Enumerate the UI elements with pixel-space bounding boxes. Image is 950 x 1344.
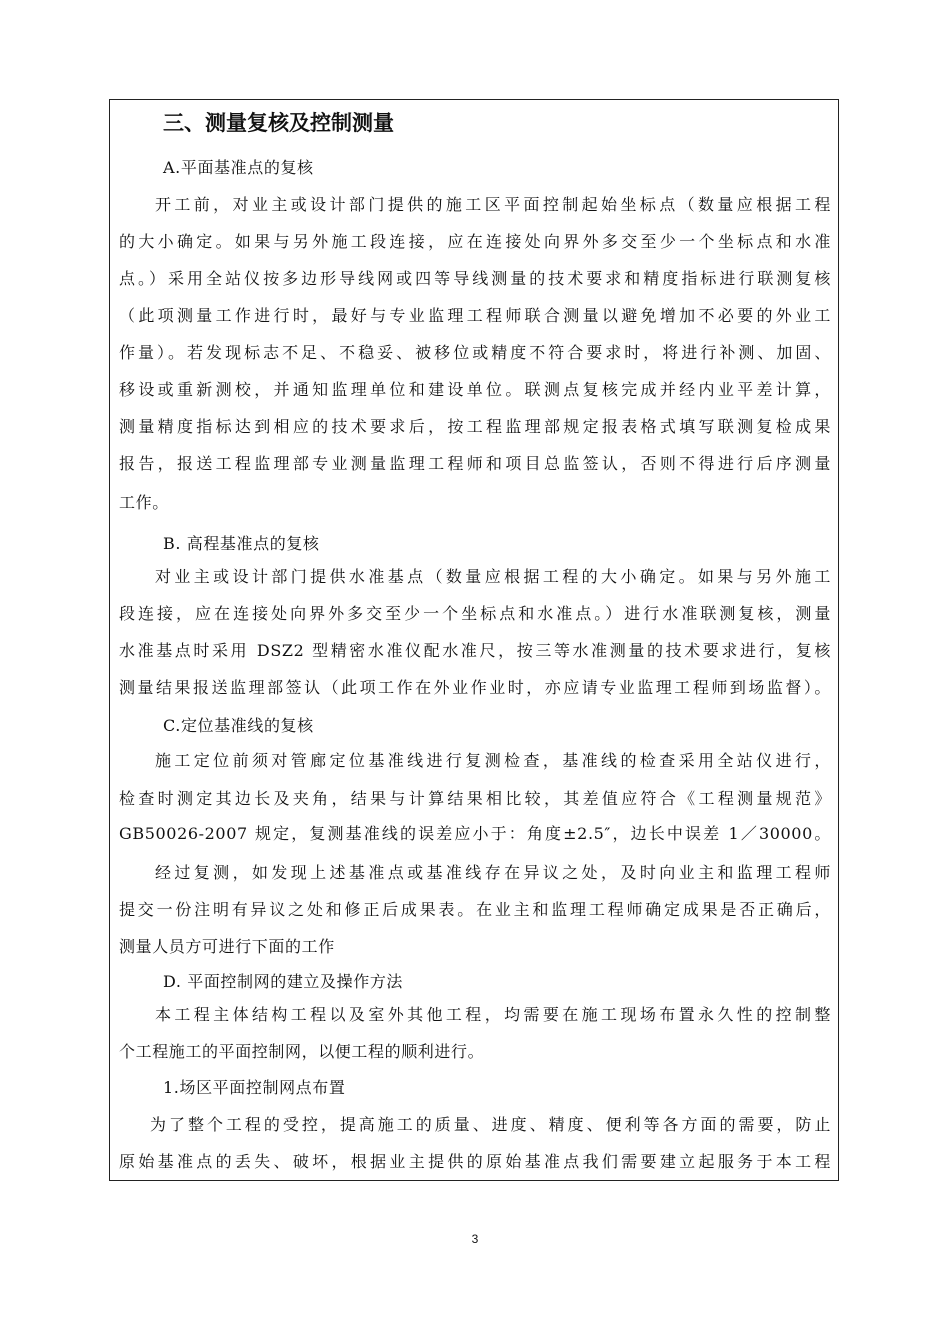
page-number: 3 [471, 1232, 479, 1246]
subheading-d1: 1.场区平面控制网点布置 [163, 1078, 346, 1097]
paragraph-line: 经过复测，如发现上述基准点或基准线存在异议之处，及时向业主和监理工程师 [155, 863, 831, 882]
subheading-b: B. 高程基准点的复核 [163, 534, 320, 553]
paragraph-line: 工作。 [119, 493, 169, 512]
paragraph-line: GB50026-2007 规定，复测基准线的误差应小于：角度±2.5″，边长中误差 1／30000。 [119, 824, 831, 843]
paragraph-line: 个工程施工的平面控制网，以便工程的顺利进行。 [119, 1042, 485, 1061]
paragraph-line: 提交一份注明有异议之处和修正后成果表。在业主和监理工程师确定成果是否正确后， [119, 900, 831, 919]
paragraph-line: 开工前，对业主或设计部门提供的施工区平面控制起始坐标点（数量应根据工程 [155, 195, 831, 214]
paragraph-line: 测量精度指标达到相应的技术要求后，按工程监理部规定报表格式填写联测复检成果 [119, 417, 831, 436]
paragraph-line: 的大小确定。如果与另外施工段连接，应在连接处向界外多交至少一个坐标点和水准 [119, 232, 831, 251]
paragraph-line: 作量）。若发现标志不足、不稳妥、被移位或精度不符合要求时，将进行补测、加固、 [119, 343, 831, 362]
paragraph-line: 段连接，应在连接处向界外多交至少一个坐标点和水准点。）进行水准联测复核，测量 [119, 604, 831, 623]
section-title: 三、测量复核及控制测量 [163, 111, 394, 135]
paragraph-line: 为了整个工程的受控，提高施工的质量、进度、精度、便利等各方面的需要，防止 [150, 1115, 831, 1134]
paragraph-line: 报告，报送工程监理部专业测量监理工程师和项目总监签认，否则不得进行后序测量 [119, 454, 831, 473]
paragraph-line: 施工定位前须对管廊定位基准线进行复测检查，基准线的检查采用全站仪进行， [155, 751, 831, 770]
paragraph-line: 原始基准点的丢失、破坏，根据业主提供的原始基准点我们需要建立起服务于本工程 [119, 1152, 831, 1171]
paragraph-line: 测量人员方可进行下面的工作 [119, 937, 335, 956]
paragraph-line: 水准基点时采用 DSZ2 型精密水准仪配水准尺，按三等水准测量的技术要求进行，复核 [119, 641, 831, 660]
subheading-c: C.定位基准线的复核 [163, 716, 314, 735]
paragraph-line: 本工程主体结构工程以及室外其他工程，均需要在施工现场布置永久性的控制整 [155, 1005, 831, 1024]
paragraph-line: 检查时测定其边长及夹角，结果与计算结果相比较，其差值应符合《工程测量规范》 [119, 789, 831, 808]
paragraph-line: 移设或重新测校，并通知监理单位和建设单位。联测点复核完成并经内业平差计算， [119, 380, 831, 399]
paragraph-line: 点。）采用全站仪按多边形导线网或四等导线测量的技术要求和精度指标进行联测复核 [119, 269, 831, 288]
subheading-d: D. 平面控制网的建立及操作方法 [163, 972, 404, 991]
paragraph-line: （此项测量工作进行时，最好与专业监理工程师联合测量以避免增加不必要的外业工 [119, 306, 831, 325]
paragraph-line: 测量结果报送监理部签认（此项工作在外业作业时，亦应请专业监理工程师到场监督）。 [119, 678, 831, 697]
subheading-a: A.平面基准点的复核 [163, 158, 314, 177]
paragraph-line: 对业主或设计部门提供水准基点（数量应根据工程的大小确定。如果与另外施工 [155, 567, 831, 586]
